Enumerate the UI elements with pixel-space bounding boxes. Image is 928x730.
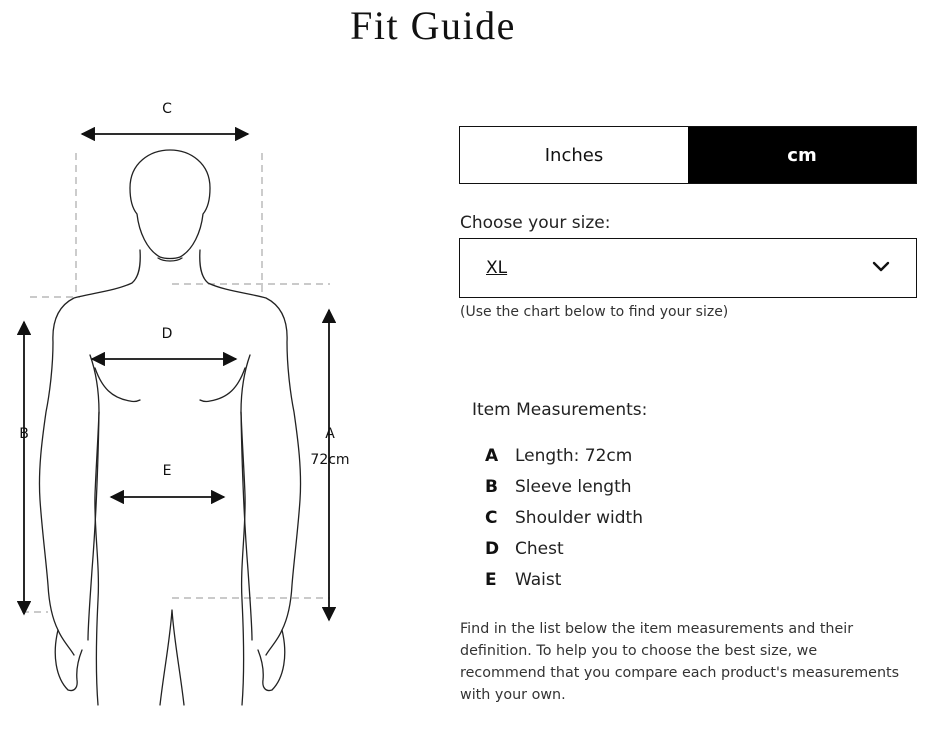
measurement-text: Waist: [515, 569, 562, 590]
label-d: D: [161, 326, 173, 342]
measurement-letter: C: [485, 507, 498, 528]
cm-button[interactable]: cm: [688, 127, 916, 183]
measurement-letter: D: [485, 538, 500, 559]
measurement-text: Length: 72cm: [515, 445, 633, 466]
measurements-list: [485, 440, 643, 595]
measurement-letter: E: [485, 569, 497, 590]
label-e: E: [162, 463, 172, 479]
page-title: Fit Guide: [350, 3, 516, 48]
list-item: [485, 471, 643, 502]
chevron-down-icon: [872, 258, 890, 276]
measurement-letter: A: [485, 445, 499, 466]
label-a-value: 72cm: [310, 452, 350, 468]
inches-button[interactable]: Inches: [460, 127, 688, 183]
measurements-title: Item Measurements:: [472, 400, 648, 420]
label-b: B: [19, 426, 29, 442]
guide-lines: [22, 153, 330, 612]
unit-toggle: [459, 126, 917, 184]
measurement-text: Shoulder width: [515, 507, 643, 528]
list-item: [485, 533, 643, 564]
body-outline-illustration: [0, 90, 360, 710]
body-outline: [39, 150, 300, 705]
size-select-label: Choose your size:: [460, 213, 611, 233]
measurement-letter: B: [485, 476, 498, 497]
measurement-text: Chest: [515, 538, 564, 559]
label-c: C: [162, 101, 172, 117]
size-dropdown[interactable]: [459, 238, 917, 298]
measurements-description: Find in the list below the item measurements and their definition. To help you to choose the best size, we recommend that you compare each product's measurements with your own.: [460, 621, 900, 703]
list-item: [485, 502, 643, 533]
size-selected-value: XL: [486, 258, 508, 278]
body-measurement-diagram: [0, 90, 360, 710]
label-a: A: [325, 426, 335, 442]
measurement-arrows: [24, 134, 329, 620]
list-item: [485, 564, 643, 595]
list-item: [485, 440, 643, 471]
measurement-text: Sleeve length: [515, 476, 632, 497]
size-hint: (Use the chart below to find your size): [460, 304, 729, 320]
